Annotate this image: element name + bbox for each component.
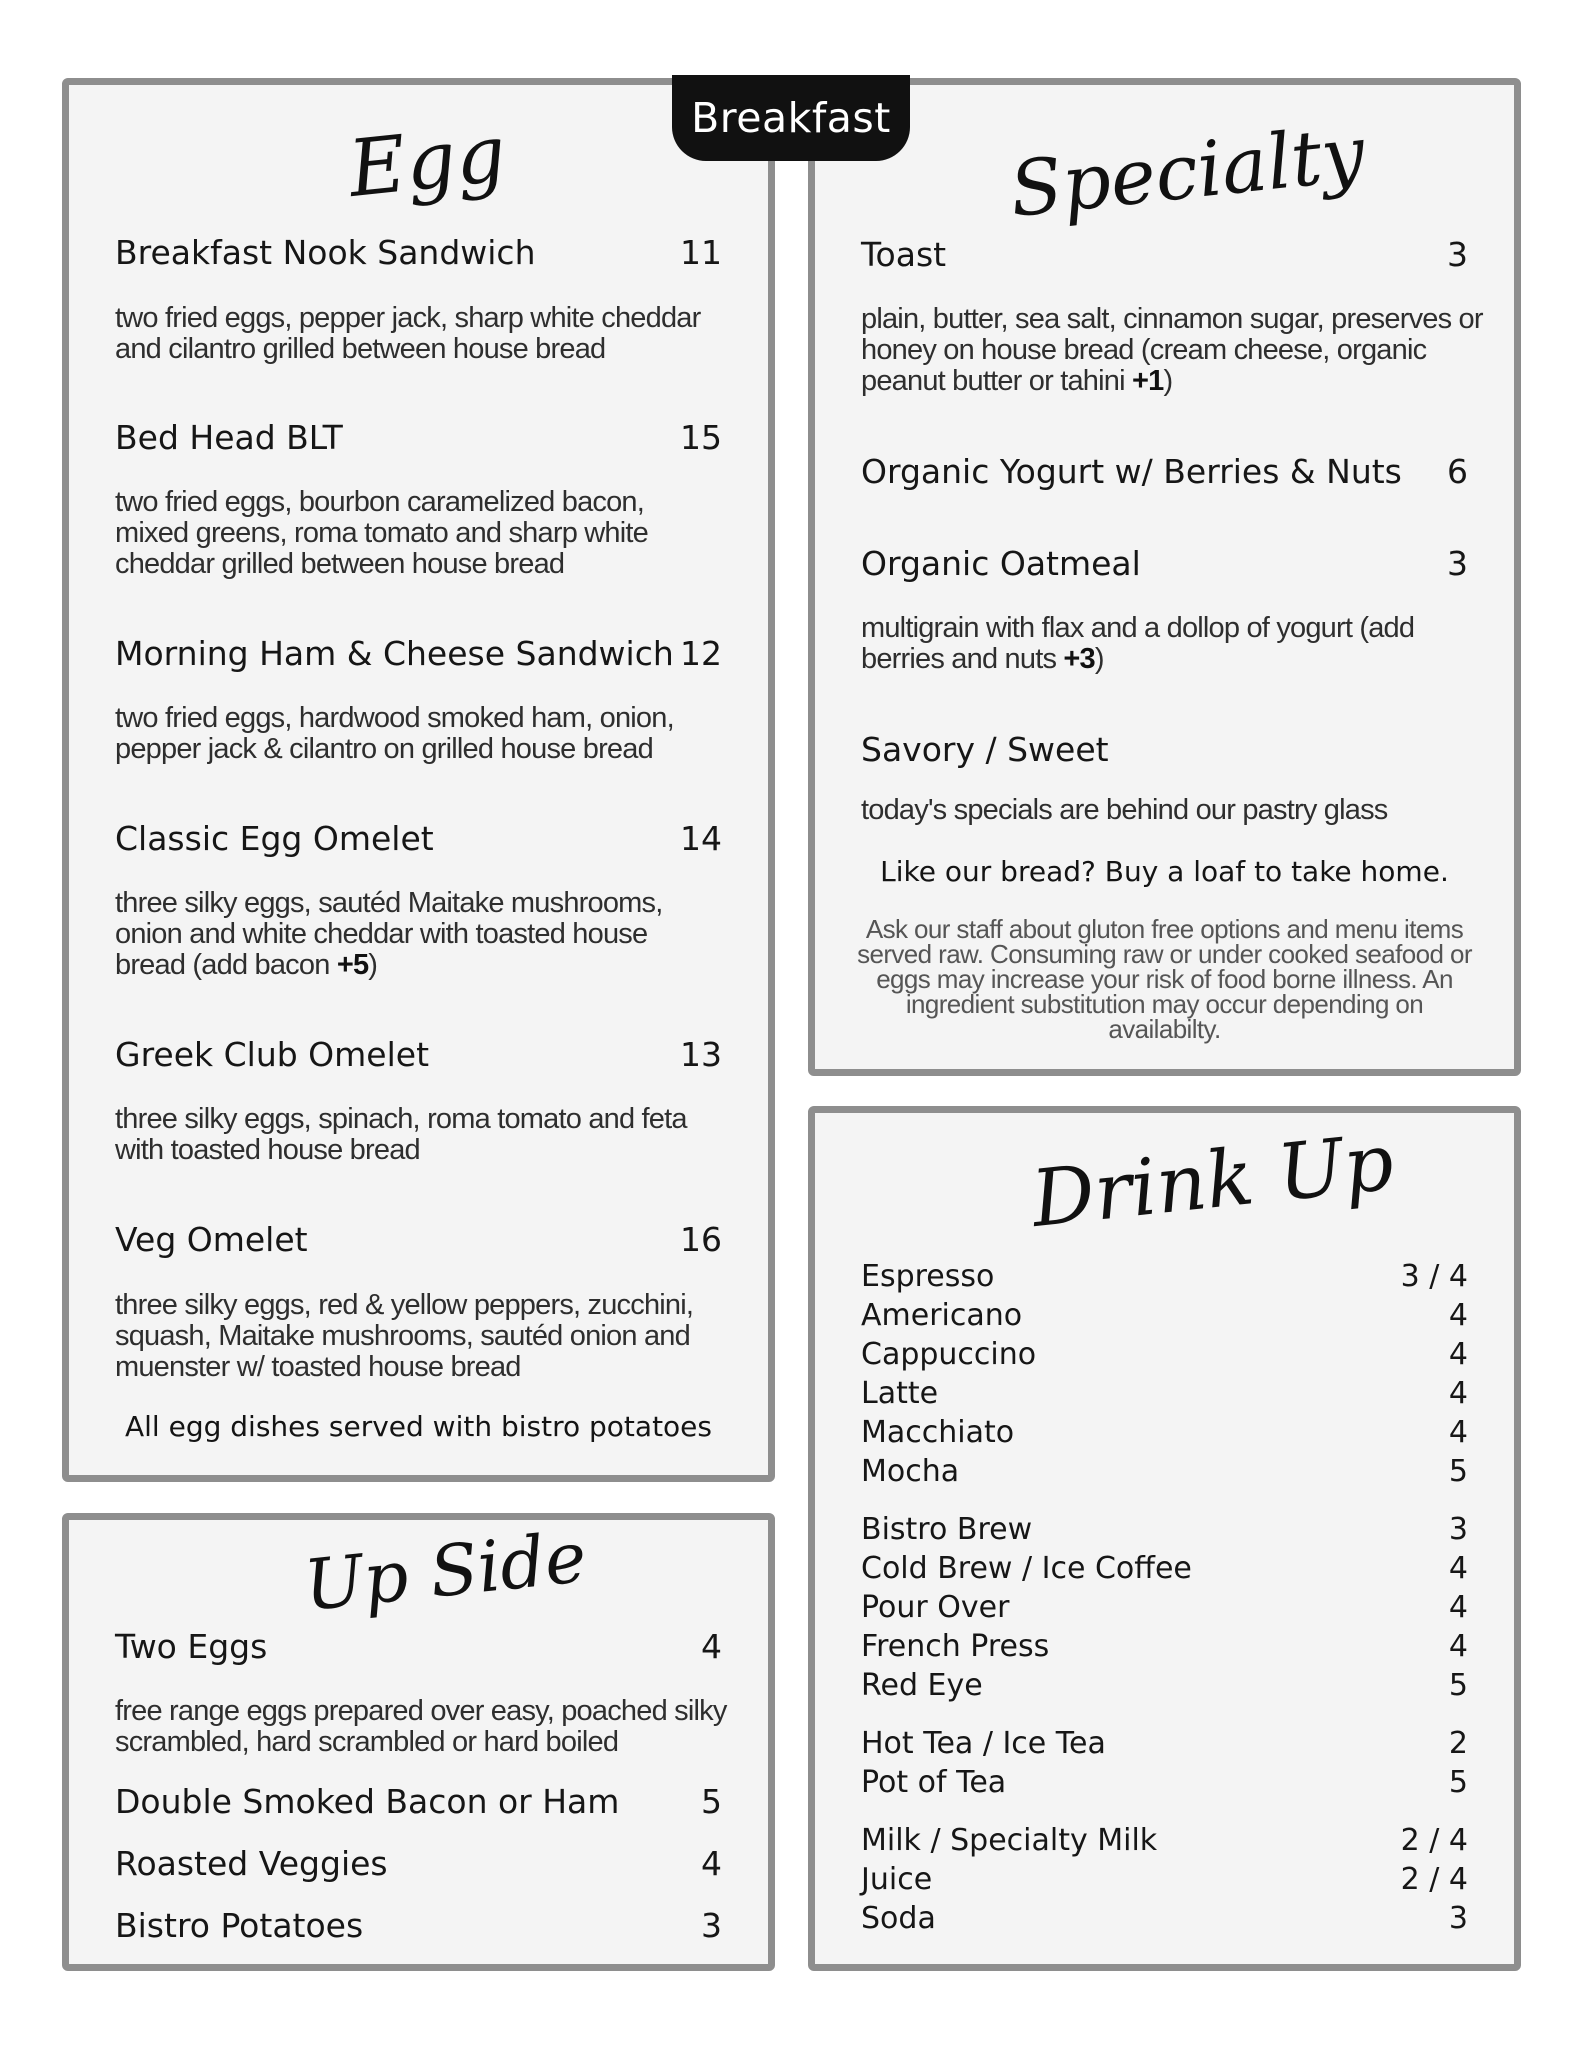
item-name: Breakfast Nook Sandwich <box>115 233 536 272</box>
item-price: 15 <box>680 418 722 457</box>
item-price: 6 <box>1447 452 1468 491</box>
menu-item-roasted-veggies <box>115 1844 722 1883</box>
item-description: multigrain with flax and a dollop of yogurt (add berries and nuts +3) <box>861 612 1415 675</box>
item-name: Bistro Potatoes <box>115 1906 364 1945</box>
item-price: 4 <box>701 1844 722 1883</box>
drink-item <box>861 1862 1468 1897</box>
drink-section-title: Drink Up <box>1027 1117 1398 1245</box>
menu-item-bed-head-blt <box>115 418 722 457</box>
item-price: 11 <box>680 233 722 272</box>
drink-price: 2 <box>1448 1726 1468 1761</box>
item-price: 13 <box>680 1035 722 1074</box>
menu-item-bistro-potatoes <box>115 1906 722 1945</box>
item-description: three silky eggs, spinach, roma tomato and feta with toasted house bread <box>115 1103 687 1166</box>
item-name: Classic Egg Omelet <box>115 819 434 858</box>
item-price: 12 <box>680 634 722 673</box>
drink-name: Espresso <box>861 1259 995 1294</box>
drink-item <box>861 1629 1468 1664</box>
item-description: three silky eggs, red & yellow peppers, zucchini, squash, Maitake mushrooms, sautéd onion and muenster w/ toasted house bread <box>115 1289 694 1383</box>
menu-item-double-smoked-bacon <box>115 1782 722 1821</box>
drink-price: 5 <box>1448 1454 1468 1489</box>
drink-name: Cappuccino <box>861 1337 1037 1372</box>
item-price: 3 <box>1447 544 1468 583</box>
drink-price: 3 / 4 <box>1400 1259 1468 1294</box>
item-name: Morning Ham & Cheese Sandwich <box>115 634 674 673</box>
drink-item <box>861 1590 1468 1625</box>
item-name: Savory / Sweet <box>861 730 1109 769</box>
item-name: Greek Club Omelet <box>115 1035 430 1074</box>
menu-item-toast <box>861 235 1468 274</box>
drink-name: Bistro Brew <box>861 1512 1033 1547</box>
drink-item <box>861 1551 1468 1586</box>
drink-name: Juice <box>861 1862 933 1897</box>
drink-item <box>861 1668 1468 1703</box>
drink-name: Pour Over <box>861 1590 1010 1625</box>
menu-item-classic-egg-omelet <box>115 819 722 858</box>
drink-price: 4 <box>1448 1376 1468 1411</box>
item-name: Organic Yogurt w/ Berries & Nuts <box>861 452 1402 491</box>
specialty-section-title: Specialty <box>1005 108 1369 234</box>
drink-item <box>861 1823 1468 1858</box>
item-price: 3 <box>1447 235 1468 274</box>
drink-name: Americano <box>861 1298 1023 1333</box>
item-name: Double Smoked Bacon or Ham <box>115 1782 620 1821</box>
drink-price: 3 <box>1448 1901 1468 1936</box>
drink-price: 5 <box>1448 1668 1468 1703</box>
menu-item-breakfast-nook-sandwich <box>115 233 722 272</box>
drink-price: 4 <box>1448 1415 1468 1450</box>
item-description: two fried eggs, hardwood smoked ham, onion, pepper jack & cilantro on grilled house bread <box>115 702 674 765</box>
drink-section <box>808 1106 1521 1971</box>
drink-name: Red Eye <box>861 1668 983 1703</box>
item-description: today's specials are behind our pastry glass <box>861 794 1388 826</box>
menu-item-organic-oatmeal <box>861 544 1468 583</box>
item-price: 14 <box>680 819 722 858</box>
drink-item <box>861 1415 1468 1450</box>
item-name: Toast <box>861 235 947 274</box>
side-section-title: Up Side <box>300 1515 591 1627</box>
egg-section <box>62 78 775 1482</box>
drink-price: 4 <box>1448 1551 1468 1586</box>
drink-item <box>861 1726 1468 1761</box>
item-price: 4 <box>701 1627 722 1666</box>
menu-item-morning-ham-cheese-sandwich <box>115 634 722 673</box>
item-description: plain, butter, sea salt, cinnamon sugar, preserves or honey on house bread (cream cheese, organic peanut butter or tahini +1) <box>861 303 1483 397</box>
menu-item-organic-yogurt <box>861 452 1468 491</box>
item-name: Two Eggs <box>115 1627 268 1666</box>
drink-name: Mocha <box>861 1454 960 1489</box>
item-name: Organic Oatmeal <box>861 544 1141 583</box>
drink-name: Macchiato <box>861 1415 1015 1450</box>
menu-item-veg-omelet <box>115 1220 722 1259</box>
side-section <box>62 1513 775 1971</box>
drink-price: 5 <box>1448 1765 1468 1800</box>
allergen-fine-print: Ask our staff about gluton free options and menu items served raw. Consuming raw or under cooked seafood or eggs may increase your risk of food borne illness. An ingredient substitution may occur depending on availabilty. <box>857 914 1472 1044</box>
drink-name: French Press <box>861 1629 1050 1664</box>
drink-item <box>861 1259 1468 1294</box>
drink-price: 4 <box>1448 1337 1468 1372</box>
item-description: free range eggs prepared over easy, poached silky scrambled, hard scrambled or hard boiled <box>115 1695 727 1758</box>
item-name: Veg Omelet <box>115 1220 308 1259</box>
item-price: 16 <box>680 1220 722 1259</box>
item-name: Roasted Veggies <box>115 1844 388 1883</box>
drink-item <box>861 1298 1468 1333</box>
drink-price: 2 / 4 <box>1400 1823 1468 1858</box>
egg-footer-note: All egg dishes served with bistro potatoes <box>124 1410 712 1443</box>
item-price: 3 <box>701 1906 722 1945</box>
item-name: Bed Head BLT <box>115 418 343 457</box>
drink-name: Latte <box>861 1376 939 1411</box>
drink-item <box>861 1337 1468 1372</box>
drink-item <box>861 1765 1468 1800</box>
drink-price: 4 <box>1448 1629 1468 1664</box>
drink-name: Milk / Specialty Milk <box>861 1823 1158 1858</box>
drink-price: 2 / 4 <box>1400 1862 1468 1897</box>
drink-item <box>861 1901 1468 1936</box>
item-price: 5 <box>701 1782 722 1821</box>
item-description: two fried eggs, bourbon caramelized bacon, mixed greens, roma tomato and sharp white cheddar grilled between house bread <box>115 486 648 580</box>
drink-name: Pot of Tea <box>861 1765 1007 1800</box>
menu-item-savory-sweet <box>861 730 1468 769</box>
bread-note: Like our bread? Buy a loaf to take home. <box>880 855 1449 888</box>
drink-price: 3 <box>1448 1512 1468 1547</box>
item-description: two fried eggs, pepper jack, sharp white cheddar and cilantro grilled between house bread <box>115 302 701 365</box>
item-description: three silky eggs, sautéd Maitake mushrooms, onion and white cheddar with toasted house bread (add bacon +5) <box>115 887 663 981</box>
drink-price: 4 <box>1448 1590 1468 1625</box>
drink-name: Soda <box>861 1901 936 1936</box>
drink-name: Hot Tea / Ice Tea <box>861 1726 1106 1761</box>
drink-item <box>861 1454 1468 1489</box>
specialty-section <box>808 78 1521 1076</box>
menu-item-greek-club-omelet <box>115 1035 722 1074</box>
menu-item-two-eggs <box>115 1627 722 1666</box>
drink-price: 4 <box>1448 1298 1468 1333</box>
drink-item <box>861 1512 1468 1547</box>
breakfast-tab-label: Breakfast <box>672 75 910 161</box>
egg-section-title: Egg <box>344 109 510 215</box>
drink-name: Cold Brew / Ice Coffee <box>861 1551 1192 1586</box>
drink-item <box>861 1376 1468 1411</box>
